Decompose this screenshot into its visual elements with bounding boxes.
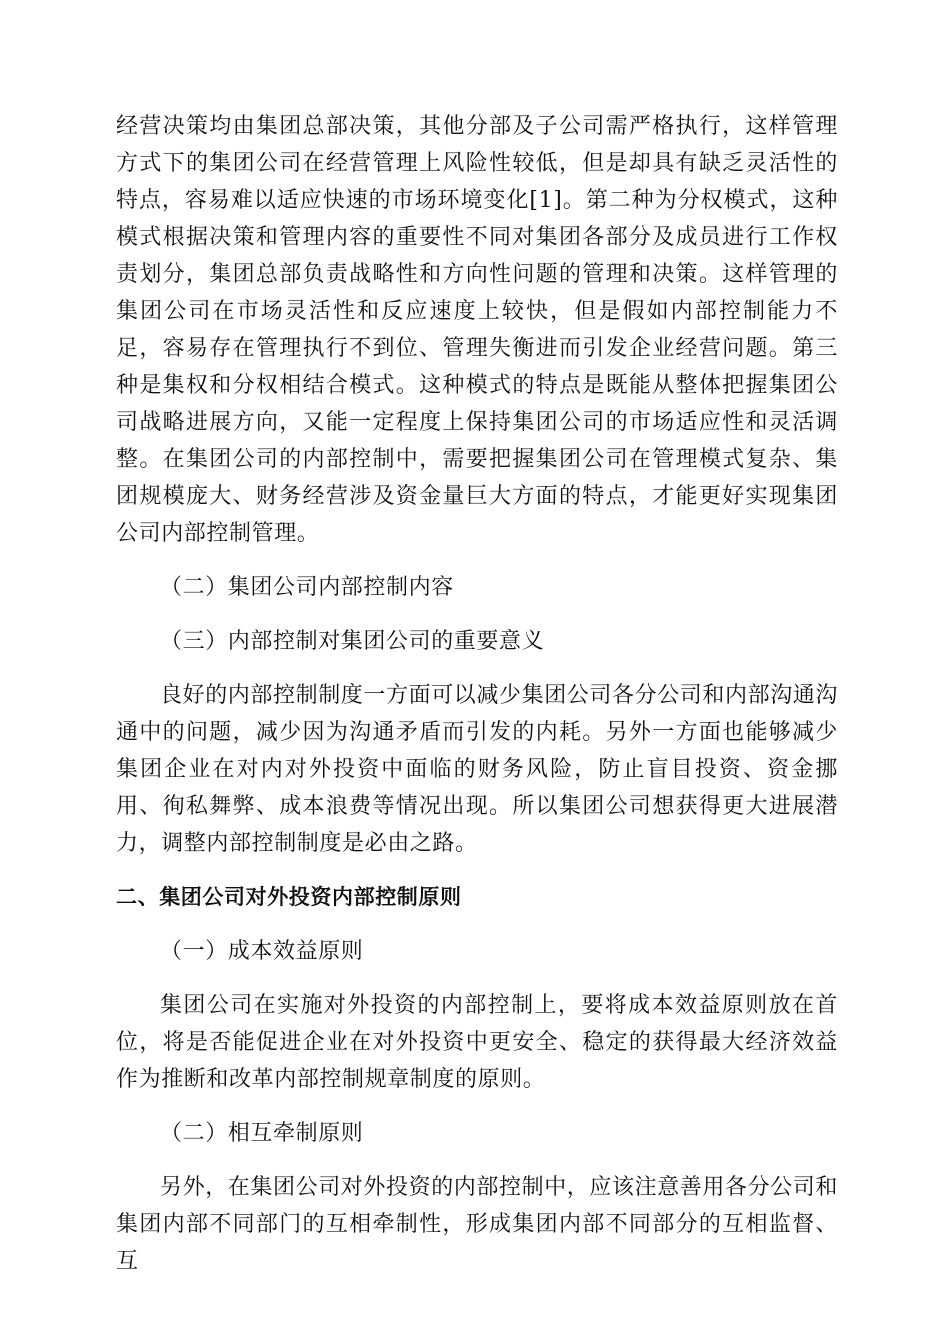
paragraph-management-models: 经营决策均由集团总部决策，其他分部及子公司需严格执行，这样管理方式下的集团公司在经营管理上风险性较低，但是却具有缺乏灵活性的特点，容易难以适应快速的市场环境变化[1]。第二种为分权模式，这种模式根据决策和管理内容的重要性不同对集团各部分及成员进行工作权责划分，集团总部负责战略性和方向性问题的管理和决策。这样管理的集团公司在市场灵活性和反应速度上较快，但是假如内部控制能力不足，容易存在管理执行不到位、管理失衡进而引发企业经营问题。第三种是集权和分权相结合模式。这种模式的特点是既能从整体把握集团公司战略进展方向，又能一定程度上保持集团公司的市场适应性和灵活调整。在集团公司的内部控制中，需要把握集团公司在管理模式复杂、集团规模庞大、财务经营涉及资金量巨大方面的特点，才能更好实现集团公司内部控制管理。	[116, 114, 838, 546]
subheading-mutual-restraint: （二）相互牵制原则	[160, 1121, 364, 1146]
paragraph-cost-benefit: 集团公司在实施对外投资的内部控制上，要将成本效益原则放在首位，将是否能促进企业在对外投资中更安全、稳定的获得最大经济效益作为推断和改革内部控制规章制度的原则。	[116, 993, 838, 1092]
section-heading-principles: 二、集团公司对外投资内部控制原则	[116, 885, 462, 909]
paragraph-significance: 良好的内部控制制度一方面可以减少集团公司各分公司和内部沟通沟通中的问题，减少因为沟通矛盾而引发的内耗。另外一方面也能够减少集团企业在对内对外投资中面临的财务风险，防止盲目投资、资金挪用、徇私舞弊、成本浪费等情况出现。所以集团公司想获得更大进展潜力，调整内部控制制度是必由之路。	[116, 683, 839, 856]
subheading-control-content: （二）集团公司内部控制内容	[160, 575, 454, 600]
paragraph-mutual-restraint: 另外，在集团公司对外投资的内部控制中，应该注意善用各分公司和集团内部不同部门的互相牵制性，形成集团内部不同部分的互相监督、互	[116, 1175, 839, 1274]
document-page	[116, 108, 838, 1280]
subheading-significance: （三）内部控制对集团公司的重要意义	[160, 629, 545, 654]
subheading-cost-benefit: （一）成本效益原则	[160, 939, 364, 964]
